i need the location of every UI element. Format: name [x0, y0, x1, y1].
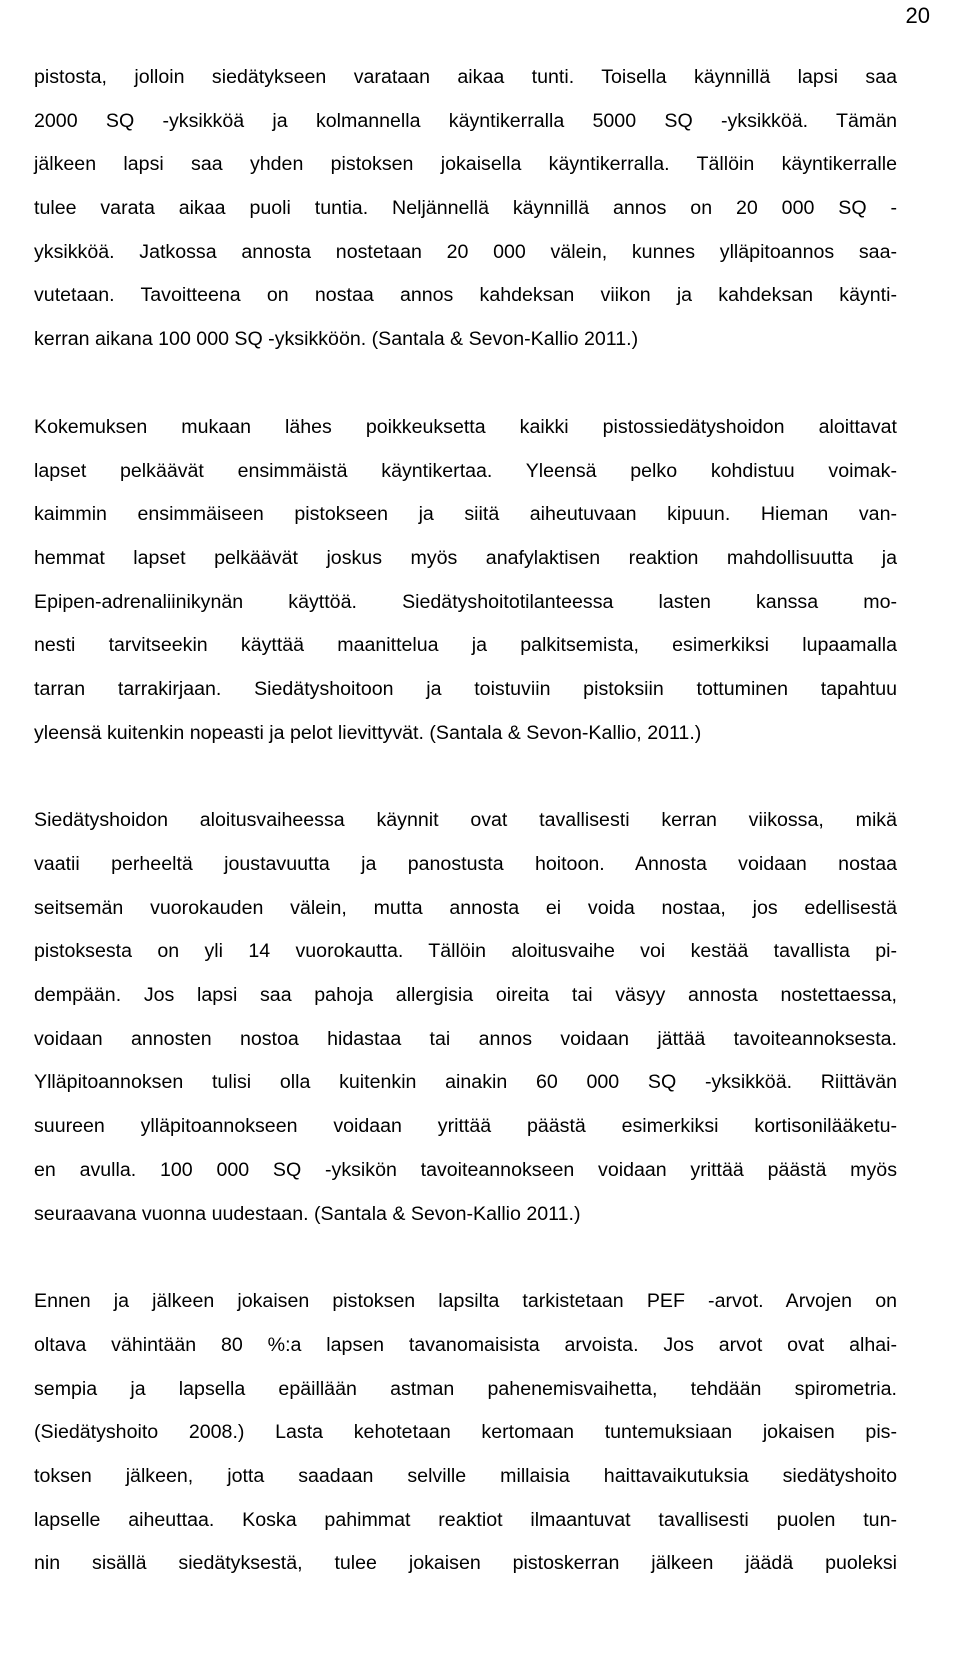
- text-line: tulee varata aikaa puoli tuntia. Neljännellä käynnillä annos on 20 000 SQ -: [34, 197, 897, 220]
- document-body: [34, 56, 897, 1586]
- text-line: pistosta, jolloin siedätykseen varataan aikaa tunti. Toisella käynnillä lapsi saa: [34, 66, 897, 88]
- page-number: 20: [905, 3, 930, 28]
- text-line: suureen ylläpitoannokseen voidaan yrittää päästä esimerkiksi kortisonilääketu-: [34, 1115, 897, 1138]
- text-line: dempään. Jos lapsi saa pahoja allergisia oireita tai väsyy annosta nostettaessa,: [34, 984, 897, 1007]
- text-line: sempia ja lapsella epäillään astman pahenemisvaihetta, tehdään spirometria.: [34, 1377, 897, 1400]
- paragraph-initial-phase: [34, 799, 897, 1236]
- text-line: voidaan annosten nostoa hidastaa tai annos voidaan jättää tavoiteannoksesta.: [34, 1027, 897, 1050]
- text-line: pistoksesta on yli 14 vuorokautta. Tällöin aloitusvaihe voi kestää tavallista pi-: [34, 940, 897, 963]
- paragraph-pef-monitoring: [34, 1280, 897, 1586]
- text-line: kaimmin ensimmäiseen pistokseen ja siitä aiheutuvaan kipuun. Hieman van-: [34, 503, 897, 526]
- text-line: nin sisällä siedätyksestä, tulee jokaisen pistoskerran jälkeen jäädä puoleksi: [34, 1552, 897, 1575]
- text-line: nesti tarvitseekin käyttää maanittelua ja palkitsemista, esimerkiksi lupaamalla: [34, 634, 897, 657]
- text-line: (Siedätyshoito 2008.) Lasta kehotetaan kertomaan tuntemuksiaan jokaisen pis-: [34, 1421, 897, 1444]
- text-line: vaatii perheeltä joustavuutta ja panostusta hoitoon. Annosta voidaan nostaa: [34, 853, 897, 875]
- text-line: en avulla. 100 000 SQ -yksikön tavoiteannokseen voidaan yrittää päästä myös: [34, 1158, 897, 1181]
- text-line: oltava vähintään 80 %:a lapsen tavanomaisista arvoista. Jos arvot ovat alhai-: [34, 1333, 897, 1356]
- paragraph-children-fears: [34, 406, 897, 756]
- text-line: Epipen-adrenaliinikynän käyttöä. Siedätyshoitotilanteessa lasten kanssa mo-: [34, 590, 897, 613]
- text-line: tarran tarrakirjaan. Siedätyshoitoon ja toistuviin pistoksiin tottuminen tapahtuu: [34, 677, 897, 700]
- text-line: Kokemuksen mukaan lähes poikkeuksetta kaikki pistossiedätyshoidon aloittavat: [34, 415, 897, 438]
- text-line: yksikköä. Jatkossa annosta nostetaan 20 000 välein, kunnes ylläpitoannos saa-: [34, 240, 897, 263]
- text-line: lapselle aiheuttaa. Koska pahimmat reaktiot ilmaantuvat tavallisesti puolen tun-: [34, 1508, 897, 1531]
- text-line: hemmat lapset pelkäävät joskus myös anafylaktisen reaktion mahdollisuutta ja: [34, 546, 897, 569]
- text-line: vutetaan. Tavoitteena on nostaa annos kahdeksan viikon ja kahdeksan käynti-: [34, 284, 897, 307]
- text-line: lapset pelkäävät ensimmäistä käyntikertaa. Yleensä pelko kohdistuu voimak-: [34, 459, 897, 482]
- text-line: kerran aikana 100 000 SQ -yksikköön. (Santala & Sevon-Kallio 2011.): [34, 328, 639, 351]
- text-line: jälkeen lapsi saa yhden pistoksen jokaisella käyntikerralla. Tällöin käyntikerralle: [34, 153, 897, 176]
- text-line: seitsemän vuorokauden välein, mutta annosta ei voida nostaa, jos edellisestä: [34, 896, 897, 919]
- paragraph-dosing-schedule: [34, 56, 897, 362]
- text-line: yleensä kuitenkin nopeasti ja pelot lievittyvät. (Santala & Sevon-Kallio, 2011.): [34, 721, 702, 744]
- text-line: seuraavana vuonna uudestaan. (Santala & Sevon-Kallio 2011.): [34, 1202, 581, 1225]
- text-line: 2000 SQ -yksikköä ja kolmannella käyntikerralla 5000 SQ -yksikköä. Tämän: [34, 109, 897, 132]
- text-line: Ennen ja jälkeen jokaisen pistoksen lapsilta tarkistetaan PEF -arvot. Arvojen on: [34, 1290, 897, 1313]
- text-line: toksen jälkeen, jotta saadaan selville millaisia haittavaikutuksia siedätyshoito: [34, 1464, 897, 1487]
- text-line: Siedätyshoidon aloitusvaiheessa käynnit ovat tavallisesti kerran viikossa, mikä: [34, 809, 897, 832]
- text-line: Ylläpitoannoksen tulisi olla kuitenkin ainakin 60 000 SQ -yksikköä. Riittävän: [34, 1071, 897, 1094]
